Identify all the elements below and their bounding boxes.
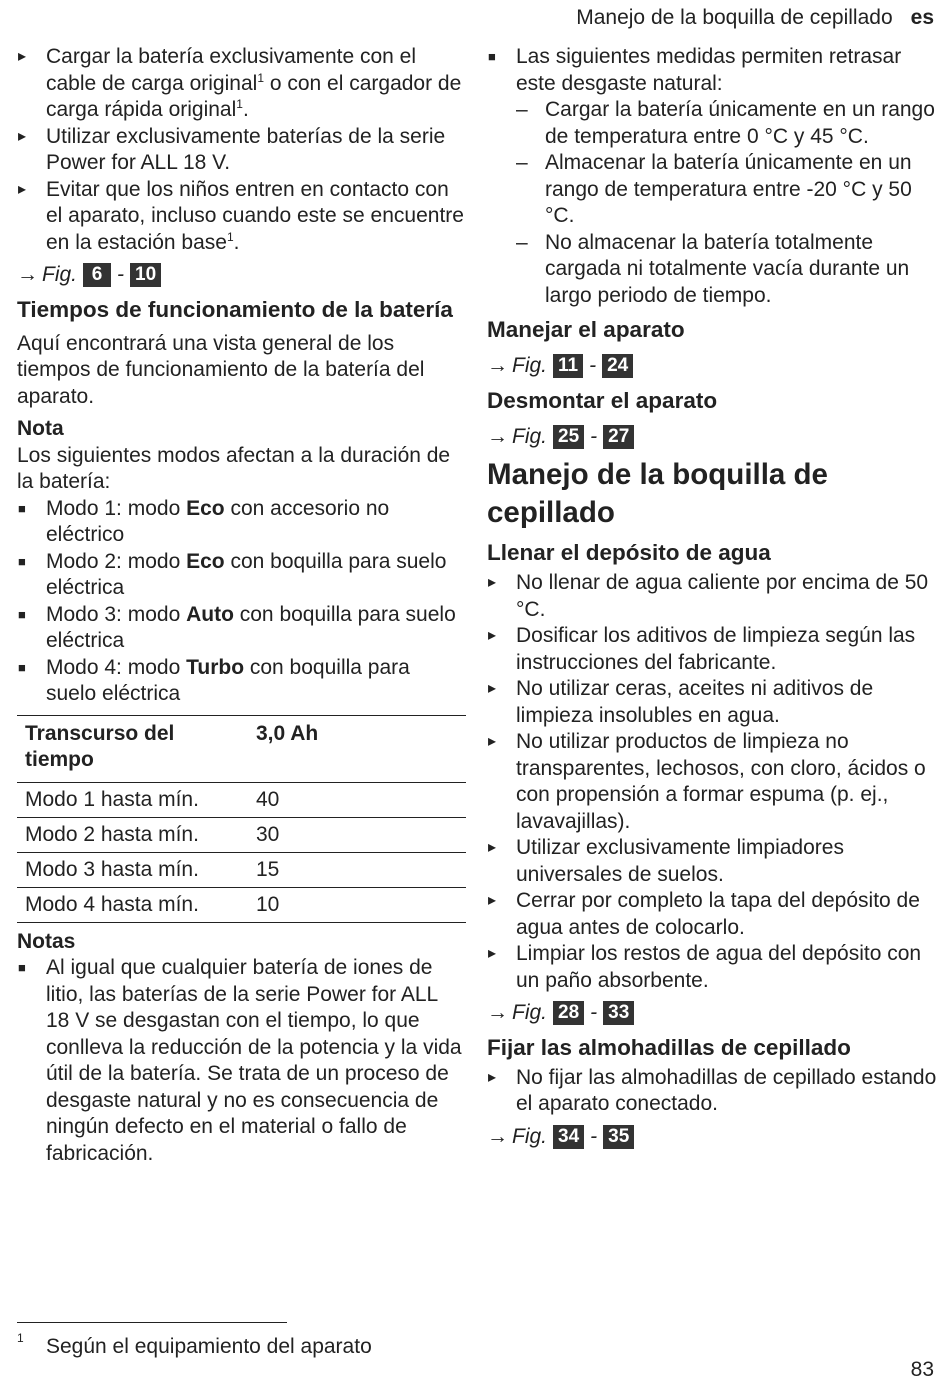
figure-number-badge: 25	[553, 425, 584, 449]
figure-number-badge: 6	[83, 263, 111, 287]
header-language-code: es	[910, 6, 934, 29]
figure-reference: → Fig. 28 - 33	[487, 1000, 937, 1027]
left-column	[17, 44, 465, 1167]
running-header	[576, 6, 934, 30]
footnote-text: Según el equipamiento del aparato	[46, 1335, 372, 1358]
footnote-ref: 1	[257, 70, 264, 85]
figure-reference: → Fig. 25 - 27	[487, 424, 937, 451]
section-heading-llenar: Llenar el depósito de agua	[487, 540, 771, 565]
measures-item: ■ Las siguientes medidas permiten retrasar este desgaste natural:	[487, 44, 937, 97]
table-header-cell: 3,0 Ah	[248, 715, 466, 782]
fijar-list	[487, 1065, 937, 1118]
instruction-item: ▸ Utilizar exclusivamente limpiadores universales de suelos.	[487, 835, 937, 888]
measure-item: – No almacenar la batería totalmente cargada ni totalmente vacía durante un largo periodo de tiempo.	[516, 230, 937, 310]
footnote-divider	[17, 1322, 287, 1323]
section-heading-runtime: Tiempos de funcionamiento de la batería	[17, 296, 453, 322]
mode-item: ■ Modo 2: modo Eco con boquilla para suelo eléctrica	[17, 549, 465, 602]
figure-number-badge: 27	[603, 425, 634, 449]
table-row: Modo 3 hasta mín. 15	[17, 852, 466, 887]
section-heading-desmontar: Desmontar el aparato	[487, 387, 718, 413]
figure-number-badge: 35	[603, 1125, 634, 1149]
measure-item: – Cargar la batería únicamente en un rango de temperatura entre 0 °C y 45 °C.	[516, 97, 937, 150]
figure-number-badge: 28	[553, 1001, 584, 1025]
table-row: Modo 1 hasta mín. 40	[17, 782, 466, 817]
table-header-cell: Transcurso del tiempo	[17, 715, 248, 782]
page-number: 83	[910, 1358, 934, 1381]
arrow-right-icon: →	[487, 1001, 508, 1024]
header-section-title: Manejo de la boquilla de cepillado	[576, 6, 893, 29]
instruction-item: ▸ No utilizar ceras, aceites ni aditivos de limpieza insolubles en agua.	[487, 676, 937, 729]
instruction-item: ▸ Dosificar los aditivos de limpieza según las instrucciones del fabricante.	[487, 623, 937, 676]
mode-item: ■ Modo 1: modo Eco con accesorio no eléctrico	[17, 496, 465, 549]
warning-item: ▸ Cargar la batería exclusivamente con el cable de carga original$^1$ o con el cargador de carga rápida original$^1$.	[17, 44, 465, 124]
warning-list	[17, 44, 465, 256]
section-heading-manejar: Manejar el aparato	[487, 317, 685, 342]
modes-list	[17, 496, 465, 708]
mode-item: ■ Modo 4: modo Turbo con boquilla para suelo eléctrica	[17, 655, 465, 708]
figure-number-badge: 10	[130, 263, 161, 287]
figure-number-badge: 11	[553, 354, 583, 378]
footnote-mark: 1	[17, 1331, 24, 1345]
instruction-item: ▸ Limpiar los restos de agua del depósito con un paño absorbente.	[487, 941, 937, 994]
table-row: Modo 2 hasta mín. 30	[17, 817, 466, 852]
warning-item: ▸ Evitar que los niños entren en contacto con el aparato, incluso cuando este se encuentre en la estación base$^1$.	[17, 177, 465, 257]
mode-item: ■ Modo 3: modo Auto con boquilla para suelo eléctrica	[17, 602, 465, 655]
runtime-table	[17, 715, 466, 923]
table-row: Modo 4 hasta mín. 10	[17, 887, 466, 922]
note-label: Nota	[17, 417, 64, 440]
arrow-right-icon: →	[487, 424, 508, 448]
figure-reference: → Fig. 6 - 10	[17, 262, 465, 289]
measure-item: – Almacenar la batería únicamente en un rango de temperatura entre -20 °C y 50 °C.	[516, 150, 937, 230]
figure-number-badge: 34	[553, 1125, 584, 1149]
figure-number-badge: 33	[603, 1001, 634, 1025]
notes-list	[17, 955, 465, 1167]
footnote	[17, 1331, 372, 1359]
runtime-intro: Aquí encontrará una vista general de los tiempos de funcionamiento de la batería del aparato.	[17, 331, 425, 408]
instruction-item: ▸ No llenar de agua caliente por encima de 50 °C.	[487, 570, 937, 623]
arrow-right-icon: →	[487, 1124, 508, 1148]
instruction-item: ▸ Cerrar por completo la tapa del depósito de agua antes de colocarlo.	[487, 888, 937, 941]
footnote-ref: 1	[226, 229, 234, 244]
llenar-list	[487, 570, 937, 994]
notes-label: Notas	[17, 929, 76, 953]
figure-number-badge: 24	[602, 354, 633, 378]
instruction-item: ▸ No utilizar productos de limpieza no transparentes, lechosos, con cloro, ácidos o con propensión a formar espuma (p. ej., lavavajillas).	[487, 729, 937, 835]
arrow-right-icon: →	[487, 354, 508, 377]
right-column	[487, 44, 937, 1154]
instruction-item: ▸ No fijar las almohadillas de cepillado estando el aparato conectado.	[487, 1065, 937, 1118]
chapter-heading: Manejo de la boquilla de cepillado	[487, 458, 828, 529]
figure-reference: → Fig. 11 - 24	[487, 353, 937, 380]
measures-sublist	[516, 97, 937, 309]
section-heading-fijar: Fijar las almohadillas de cepillado	[487, 1034, 851, 1060]
figure-reference: → Fig. 34 - 35	[487, 1124, 937, 1151]
footnote-ref: 1	[236, 97, 243, 111]
arrow-right-icon: →	[17, 263, 38, 286]
warning-item: ▸ Utilizar exclusivamente baterías de la serie Power for ALL 18 V.	[17, 124, 465, 177]
note-text: Los siguientes modos afectan a la duración de la batería:	[17, 443, 451, 493]
measures-list	[487, 44, 937, 97]
note-item: ■ Al igual que cualquier batería de iones de litio, las baterías de la serie Power for ALL 18 V se desgastan con el tiempo, lo que conlleva la reducción de la potencia y la vida útil de la batería. Se trata de un proceso de desgaste natural y no es consecuencia de ningún defecto en el material o fallo de fabricación.	[17, 955, 465, 1167]
